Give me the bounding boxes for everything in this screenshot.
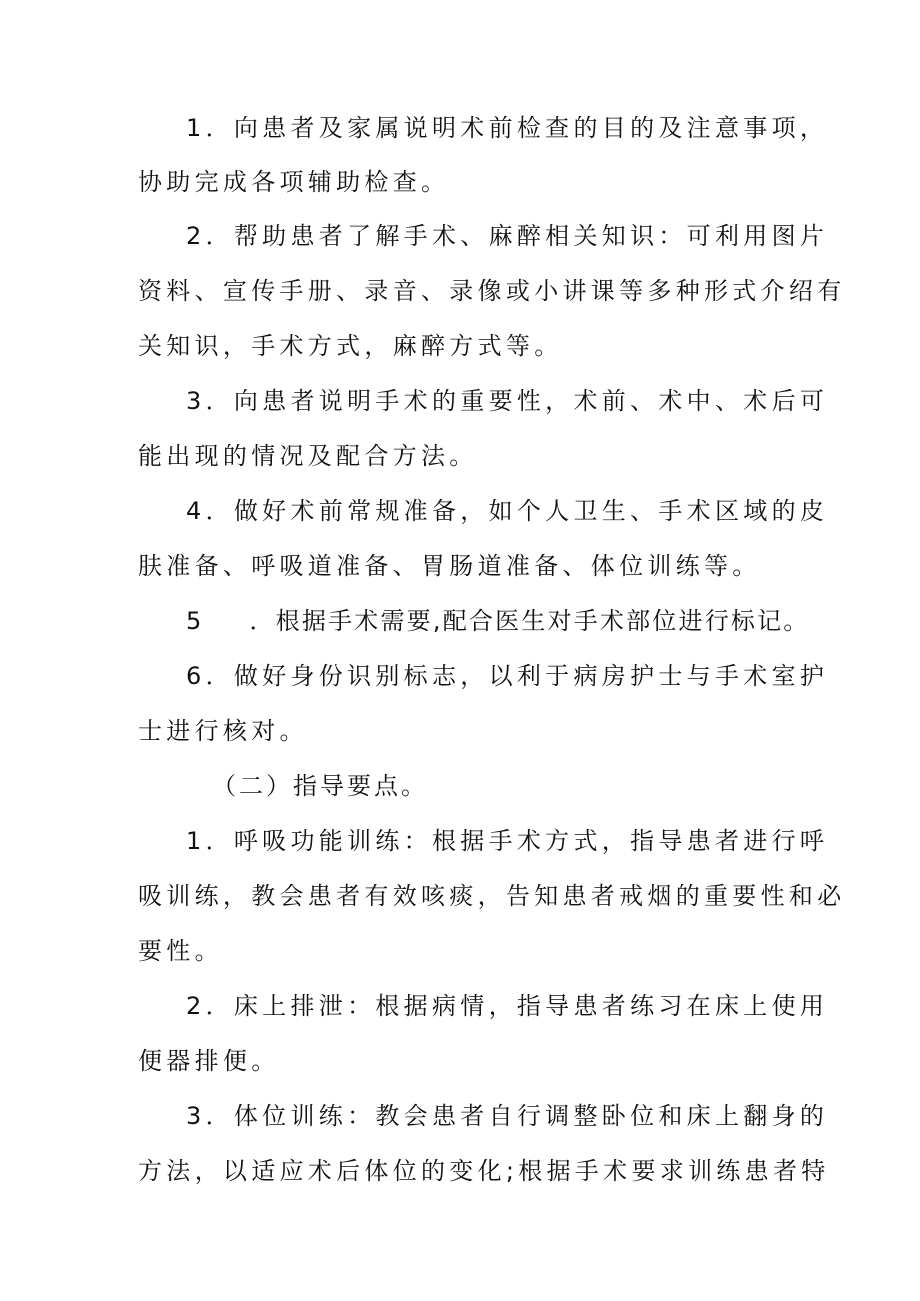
text-line-8: 4．做好术前常规准备，如个人卫生、手术区域的皮 (186, 497, 829, 525)
text-line-1: 1．向患者及家属说明术前检查的目的及注意事项， (186, 114, 829, 142)
text-line-3: 2．帮助患者了解手术、麻醉相关知识：可利用图片 (186, 222, 829, 250)
text-line-11: 6．做好身份识别标志，以利于病房护士与手术室护 (186, 662, 829, 690)
section-heading: （二）指导要点。 (212, 772, 428, 800)
text-line-10 (186, 603, 810, 639)
text-line-4: 资料、宣传手册、录音、录像或小讲课等多种形式介绍有 (138, 277, 846, 305)
text-line-15: 要性。 (138, 937, 223, 965)
text-line-7: 能出现的情况及配合方法。 (138, 442, 478, 470)
item-number-5: 5 (186, 607, 204, 635)
text-line-19: 方法，以适应术后体位的变化;根据手术要求训练患者特 (138, 1157, 830, 1185)
item-5-text: ．根据手术需要,配合医生对手术部位进行标记。 (249, 607, 810, 635)
text-line-6: 3．向患者说明手术的重要性，术前、术中、术后可 (186, 387, 829, 415)
text-line-12: 士进行核对。 (138, 717, 308, 745)
text-line-13: 1．呼吸功能训练：根据手术方式，指导患者进行呼 (186, 827, 829, 855)
text-line-9: 肤准备、呼吸道准备、胃肠道准备、体位训练等。 (138, 552, 761, 580)
text-line-16: 2．床上排泄：根据病情，指导患者练习在床上使用 (186, 992, 829, 1020)
text-line-18: 3．体位训练：教会患者自行调整卧位和床上翻身的 (186, 1102, 829, 1130)
text-line-14: 吸训练，教会患者有效咳痰，告知患者戒烟的重要性和必 (138, 882, 846, 910)
text-line-2: 协助完成各项辅助检查。 (138, 168, 450, 196)
text-line-17: 便器排便。 (138, 1047, 280, 1075)
text-line-5: 关知识，手术方式，麻醉方式等。 (138, 332, 563, 360)
